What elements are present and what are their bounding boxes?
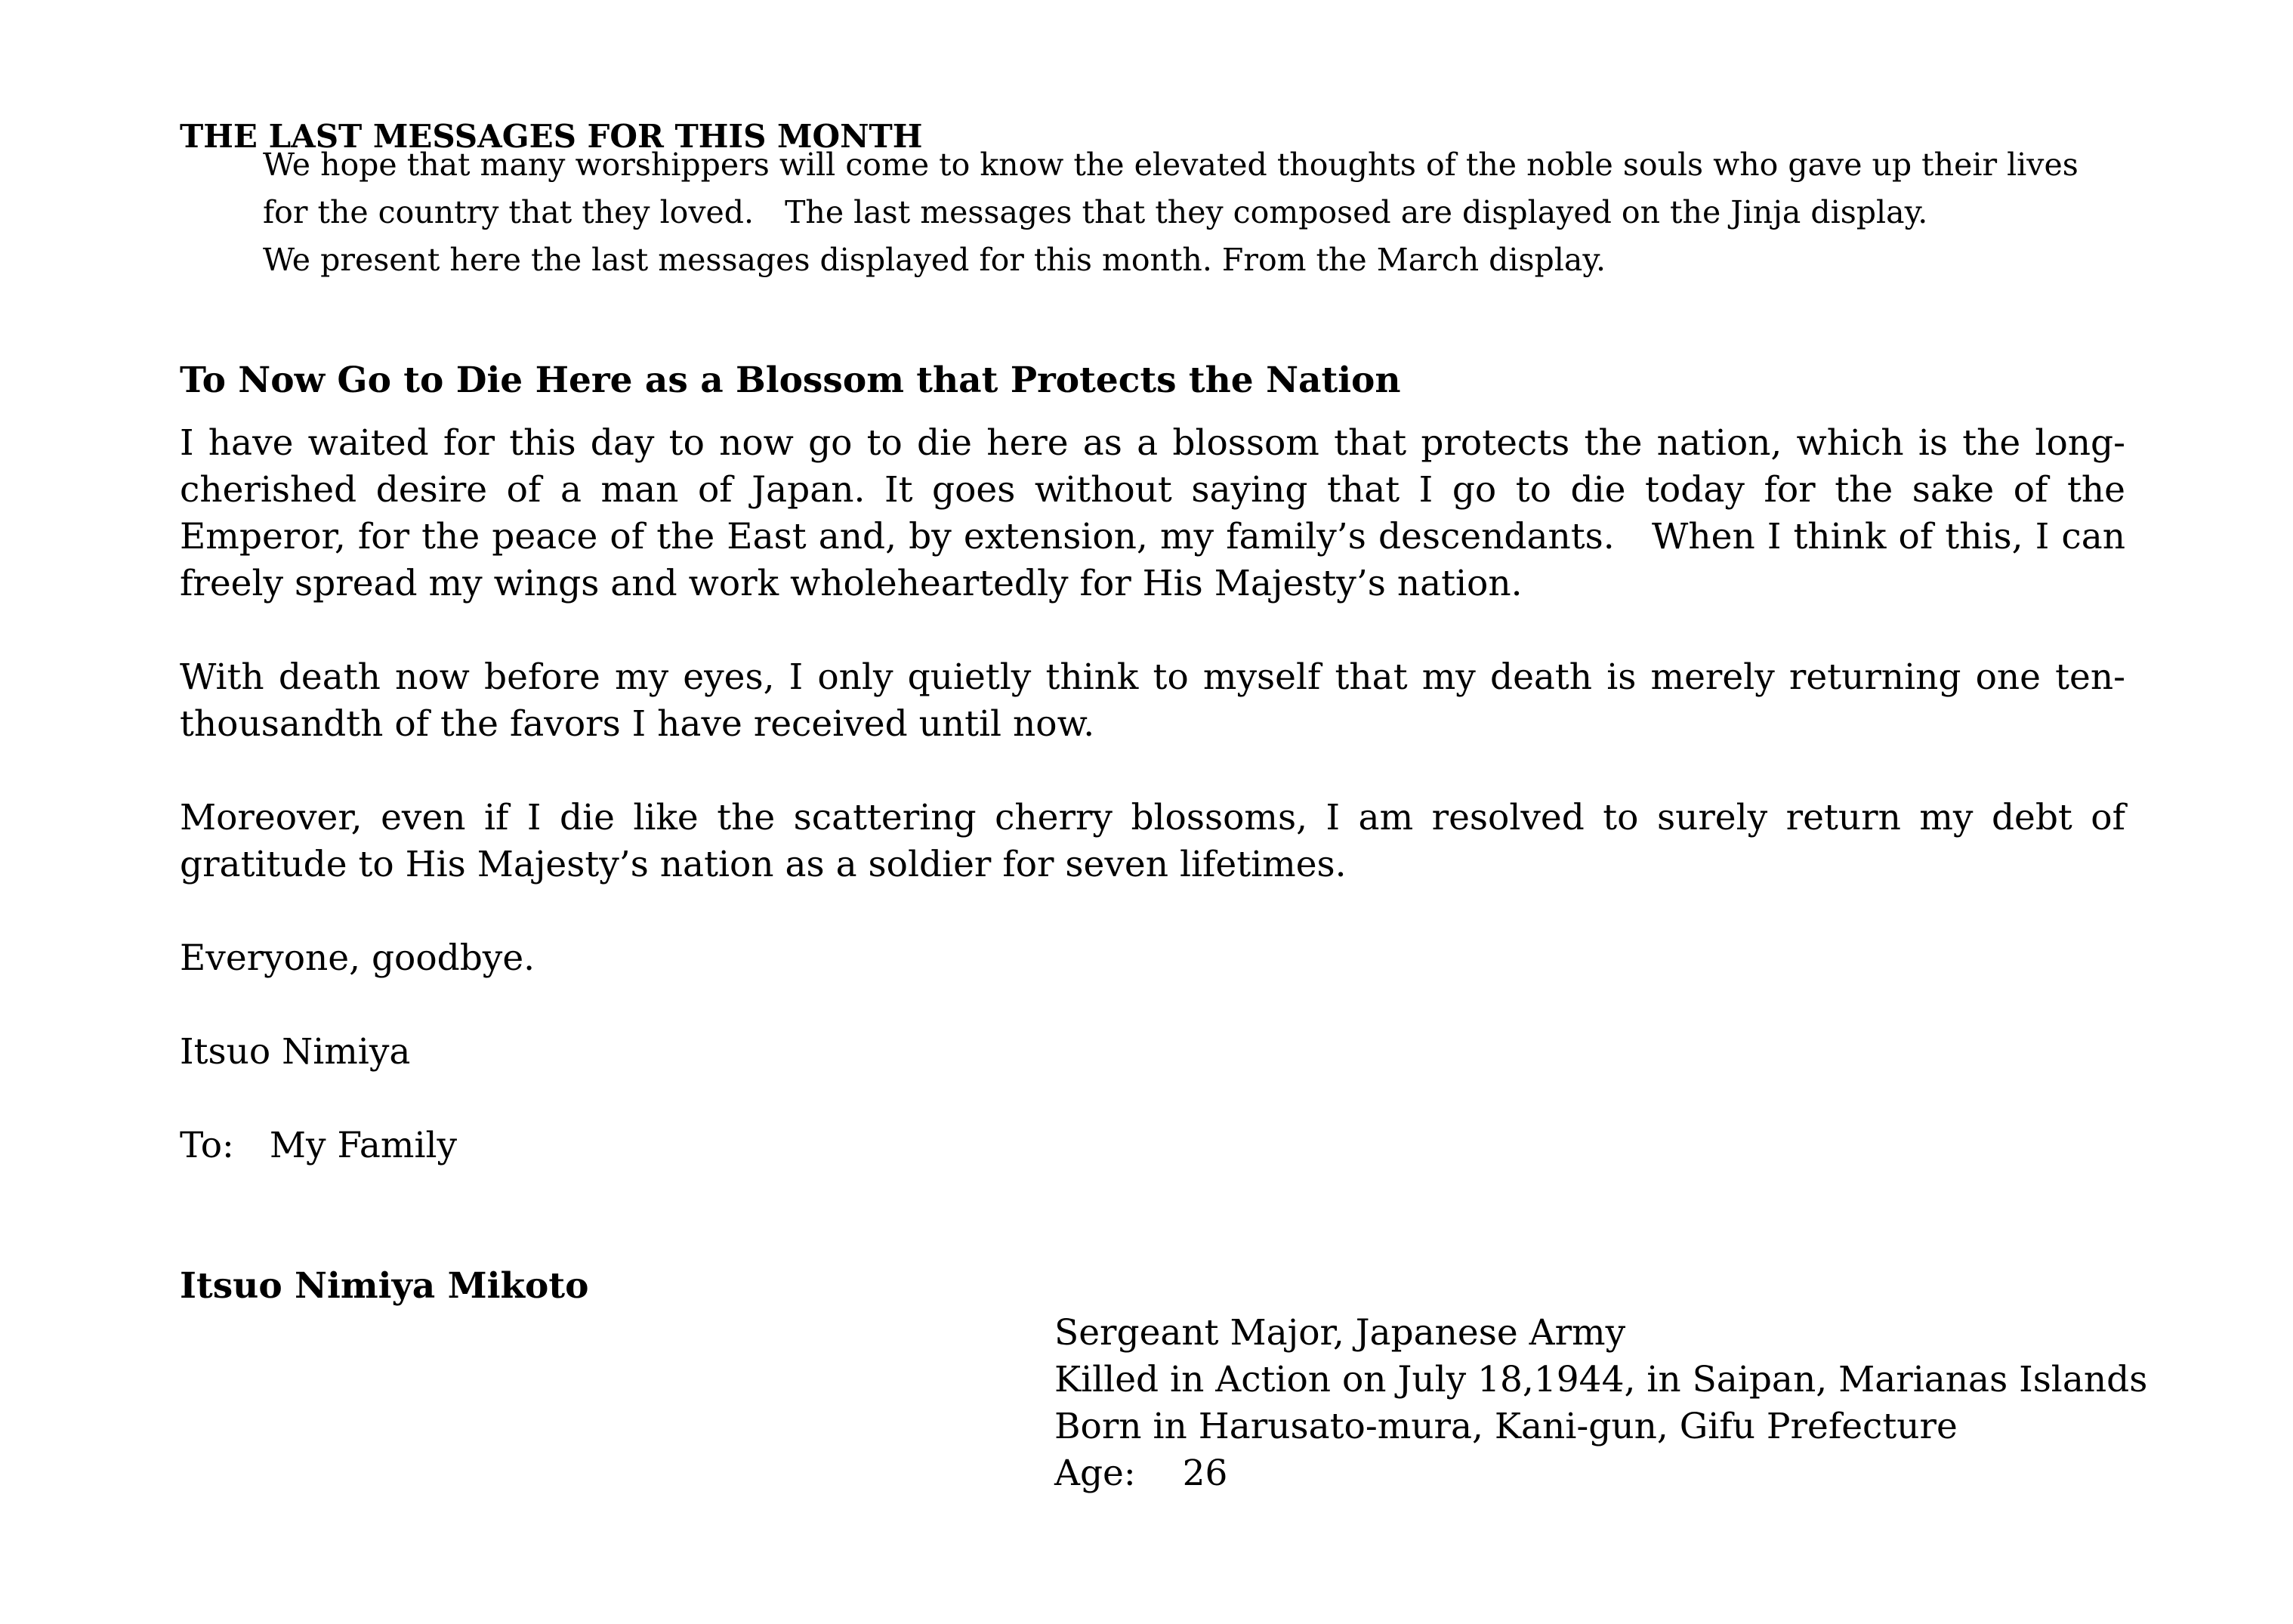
section-heading: THE LAST MESSAGES FOR THIS MONTH: [180, 118, 923, 156]
age-line: Age: 26: [1054, 1453, 1228, 1494]
message-paragraph: With death now before my eyes, I only quietly think to myself that my death is merely returning one ten-thousandth of the favors I have received until now.: [180, 656, 2125, 745]
rank-line: Sergeant Major, Japanese Army: [1054, 1312, 1626, 1354]
birthplace-line: Born in Harusato-mura, Kani-gun, Gifu Prefecture: [1054, 1406, 1958, 1447]
intro-text: [263, 141, 2121, 284]
message-paragraph: Moreover, even if I die like the scattering cherry blossoms, I am resolved to surely return my debt of gratitude to His Majesty’s nation as a soldier for seven lifetimes.: [180, 797, 2125, 885]
message-title: To Now Go to Die Here as a Blossom that Protects the Nation: [180, 360, 1401, 401]
message-paragraph: I have waited for this day to now go to die here as a blossom that protects the nation, which is the long-cherished desire of a man of Japan. It goes without saying that I go to die today for the sake of the Emperor, for the peace of the East and, by extension, my family’s descendants. When I think of this, I can freely spread my wings and work wholeheartedly for His Majesty’s nation.: [180, 422, 2125, 604]
intro-line: We hope that many worshippers will come to know the elevated thoughts of the noble souls who gave up their lives: [263, 147, 2079, 183]
intro-line: for the country that they loved. The last messages that they composed are displayed on the Jinja display.: [263, 194, 1928, 230]
intro-line: We present here the last messages displayed for this month. From the March display.: [263, 242, 1606, 278]
deceased-name: Itsuo Nimiya Mikoto: [180, 1265, 589, 1307]
biographical-details: [1054, 1310, 2147, 1497]
signature-line: Itsuo Nimiya: [180, 1031, 411, 1073]
farewell-line: Everyone, goodbye.: [180, 937, 535, 979]
recipient-line: To: My Family: [180, 1125, 458, 1166]
death-line: Killed in Action on July 18,1944, in Saipan, Marianas Islands: [1054, 1359, 2148, 1400]
last-message: [180, 420, 2125, 1216]
